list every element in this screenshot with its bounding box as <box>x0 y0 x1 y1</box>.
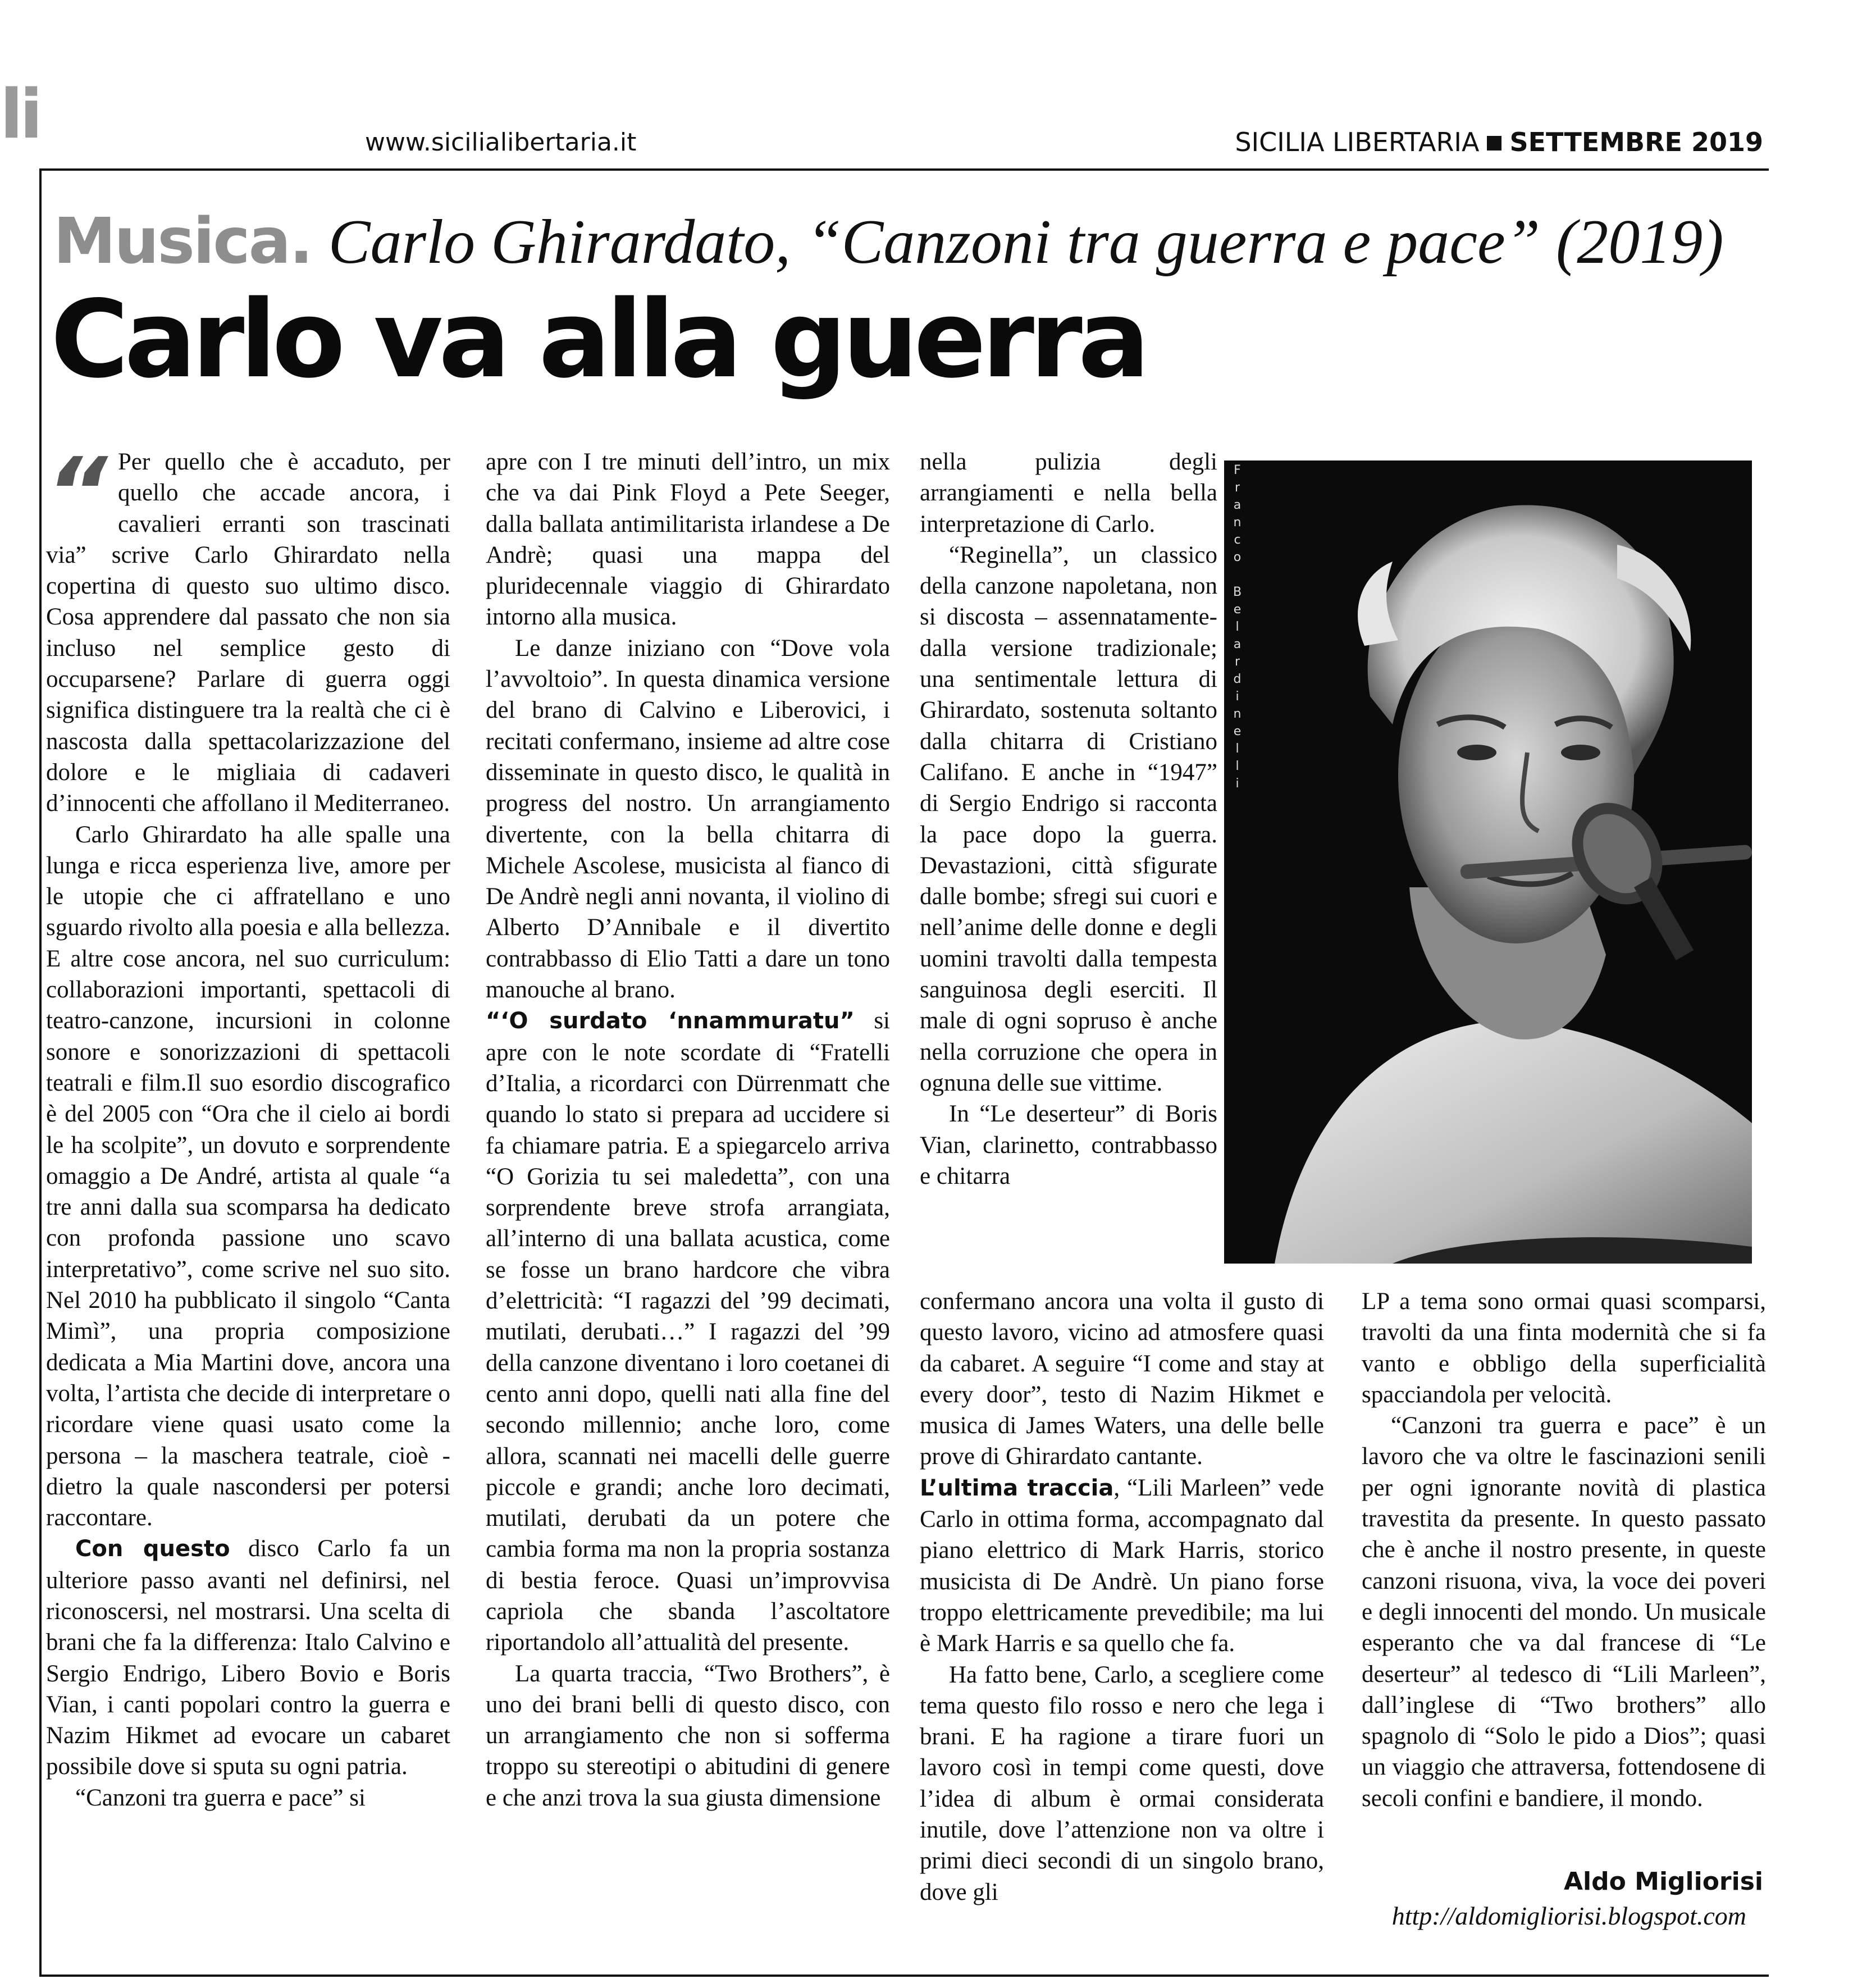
article-column-3-lower <box>920 1286 1324 1908</box>
article-photo <box>1224 460 1752 1264</box>
paragraph: “Canzoni tra guerra e pace” si <box>75 1784 366 1811</box>
paragraph <box>486 1005 890 1658</box>
paragraph-text: disco Carlo fa un ulteriore passo avanti nel definirsi, nel riconoscersi, nel mostrarsi. Una scelta di brani che fa la differenza: Italo Calvino e Sergio Endrigo, Libero Bovio e Boris Vian, i canti popolari contro la guerra e Nazim Hikmet ad evocare un cabaret possibile dove si sputa su ogni patria. <box>46 1535 451 1780</box>
separator-square-icon <box>1487 136 1501 151</box>
article-column-3 <box>920 446 1217 1192</box>
section-label: Musica. <box>53 205 312 278</box>
paragraph: “Canzoni tra guerra e pace” è un lavoro che va oltre le fascinazioni senili per ogni ignorante novità di plastica travestita da presente. In questo passato che è anche il nostro presente, in queste canzoni risuona, viva, la voce dei poveri e degli innocenti del mondo. Un musicale esperanto che va dal francese di “Le deserteur” al tedesco di “Lili Marleen”, dall’inglese di “Two brothers” allo spagnolo di “Solo le pido a Dios”; quasi un viaggio che attraversa, fottendosene di secoli confini e bandiere, il mondo. <box>1362 1412 1766 1812</box>
article-column-1 <box>46 437 451 1813</box>
top-rule <box>39 168 1769 171</box>
paragraph-lead: Con questo <box>75 1536 230 1562</box>
article-headline: Carlo va alla guerra <box>51 277 1145 402</box>
photo-credit: Franco Belardinelli <box>1230 463 1244 794</box>
quote-mark-icon: “ <box>46 437 97 549</box>
paragraph-text: Per quello che è accaduto, per quello che accade ancora, i cavalieri erranti son trascinati via” scrive Carlo Ghirardato nella copertina di questo suo ultimo disco. Cosa apprendere dal passato che non sia incluso nel semplice gesto di occuparsene? Parlare di guerra oggi significa distinguere tra la realtà che ci è nascosta dalla spettacolarizzazione del dolore e le migliaia di cadaveri d’innocenti che affollano il Mediterraneo. <box>46 449 450 817</box>
bottom-rule <box>39 1975 1769 1977</box>
paragraph <box>46 1533 450 1782</box>
issue-date: SETTEMBRE 2019 <box>1509 127 1763 157</box>
paragraph: apre con I tre minuti dell’intro, un mix che va dai Pink Floyd a Pete Seeger, dalla ballata antimilitarista irlandese a De Andrè; quasi una mappa del pluridecennale viaggio di Ghirardato intorno alla musica. <box>486 449 890 631</box>
paragraph <box>46 437 450 819</box>
paragraph: In “Le deserteur” di Boris Vian, clarinetto, contrabbasso e chitarra <box>920 1101 1217 1189</box>
paragraph: La quarta traccia, “Two Brothers”, è uno dei brani belli di questo disco, con un arrangiamento che non si sofferma troppo su stereotipi o abitudini di genere e che anzi trova la sua giusta dimensione <box>486 1660 890 1811</box>
paragraph: confermano ancora una volta il gusto di questo lavoro, vicino ad atmosfere quasi da cabaret. A seguire “I come and stay at every door”, testo di Nazim Hikmet e musica di James Waters, una delle belle prove di Ghirardato cantante. <box>920 1288 1324 1470</box>
article-kicker <box>53 205 1724 279</box>
left-rule <box>39 168 42 1977</box>
publication-name: SICILIA LIBERTARIA <box>1235 127 1480 157</box>
article-column-4 <box>1362 1286 1766 1814</box>
paragraph: “Reginella”, un classico della canzone napoletana, non si discosta – assennatamente- dalla versione tradizionale; una sentimentale lettura di Ghirardato, sostenuta soltanto dalla chitarra di Cristiano Califano. E anche in “1947” di Sergio Endrigo si racconta la pace dopo la guerra. Devastazioni, città sfigurate dalle bombe; sfregi sui cuori e nell’anime delle donne e degli uomini travolti dalla tempesta sanguinosa degli eserciti. Il male di ogni sopruso è anche nella corruzione che opera in ognuna delle sue vittime. <box>920 541 1217 1096</box>
article-deck: Carlo Ghirardato, “Canzoni tra guerra e pace” (2019) <box>328 207 1724 277</box>
paragraph-lead: “‘O surdato ‘nnammuratu” <box>486 1008 855 1034</box>
paragraph: Le danze iniziano con “Dove vola l’avvoltoio”. In questa dinamica versione del brano di Calvino e Liberovici, i recitati confermano, insieme ad altre cose disseminate in questo disco, le qualità in progress del nostro. Un arrangiamento divertente, con la bella chitarra di Michele Ascolese, musicista al fianco di De Andrè negli anni novanta, il violino di Alberto D’Annibale e il divertito contrabbasso di Elio Tatti a dare un tono manouche al brano. <box>486 635 890 1004</box>
author-name: Aldo Migliorisi <box>1564 1867 1763 1896</box>
website-url: www.sicilialibertaria.it <box>365 128 637 157</box>
masthead <box>1235 127 1763 157</box>
paragraph-text: si apre con le note scordate di “Fratelli d’Italia, a ricordarci con Dürrenmatt che quando lo stato si prepara ad uccidere si fa chiamare patria. E a spiegarcelo arriva “O Gorizia tu sei maledetta”, con una sorprendente breve strofa arrangiata, all’interno di una ballata acustica, come se fosse un brano hardcore che vibra d’elettricità: “I ragazzi del ’99 decimati, mutilati, derubati…” I ragazzi del ’99 della canzone diventano i loro coetanei di cento anni dopo, quelli nati alla fine del secondo millennio; anche loro, come allora, scannati nei macelli delle guerre piccole e grandi; anche loro decimati, mutilati, derubati da un potere che cambia forma ma non la propria sostanza di bestia feroce. Quasi un’improvvisa capriola che sbanda l’ascoltatore riportandolo all’attualità del presente. <box>486 1007 890 1656</box>
paragraph-text: , “Lili Marleen” vede Carlo in ottima forma, accompagnato dal piano elettrico di Mark Harris, storico musicista di De Andrè. Un piano forse troppo elettricamente prevedibile; ma lui è Mark Harris e sa quello che fa. <box>920 1474 1324 1657</box>
paragraph-lead: L’ultima traccia <box>920 1475 1114 1501</box>
singer-photo-illustration <box>1224 460 1752 1264</box>
article-column-2 <box>486 446 890 1813</box>
paragraph: nella pulizia degli arrangiamenti e nella bella interpretazione di Carlo. <box>920 449 1217 537</box>
paragraph: LP a tema sono ormai quasi scomparsi, travolti da una finta modernità che si fa vanto e obbligo della superficialità spacciandola per velocità. <box>1362 1288 1766 1408</box>
paragraph <box>920 1472 1324 1659</box>
author-blog-url: http://aldomigliorisi.blogspot.com <box>1391 1902 1746 1930</box>
paragraph: Ha fatto bene, Carlo, a scegliere come tema questo filo rosso e nero che lega i brani. E ha ragione a tirare fuori un lavoro così in tempi come questi, dove l’idea di album è ormai considerata inutile, dove l’attenzione non va oltre i primi dieci secondi di un singolo brano, dove gli <box>920 1661 1324 1905</box>
paragraph: Carlo Ghirardato ha alle spalle una lunga e ricca esperienza live, amore per le utopie che ci affratellano e uno sguardo rivolto alla poesia e alla bellezza. E altre cose ancora, nel suo curriculum: collaborazioni importanti, spettacoli di teatro-canzone, incursioni in colonne sonore e sonorizzazioni di spettacoli teatrali e film.Il suo esordio discografico è del 2005 con “Ora che il cielo ai bordi le ha scolpite”, un dovuto e sorprendente omaggio a De André, artista al quale “a tre anni dalla sua scomparsa ha dedicato con profonda passione uno scavo interpretativo”, come scrive nel suo sito. Nel 2010 ha pubblicato il singolo “Canta Mimì”, una propria composizione dedicata a Mia Martini dove, ancora una volta, l’artista che decide di interpretare o ricordare viene quasi usato come la persona – la maschera teatrale, cioè - dietro la quale nascondersi per potersi raccontare. <box>46 821 450 1531</box>
page-section-tab: li <box>0 76 40 154</box>
